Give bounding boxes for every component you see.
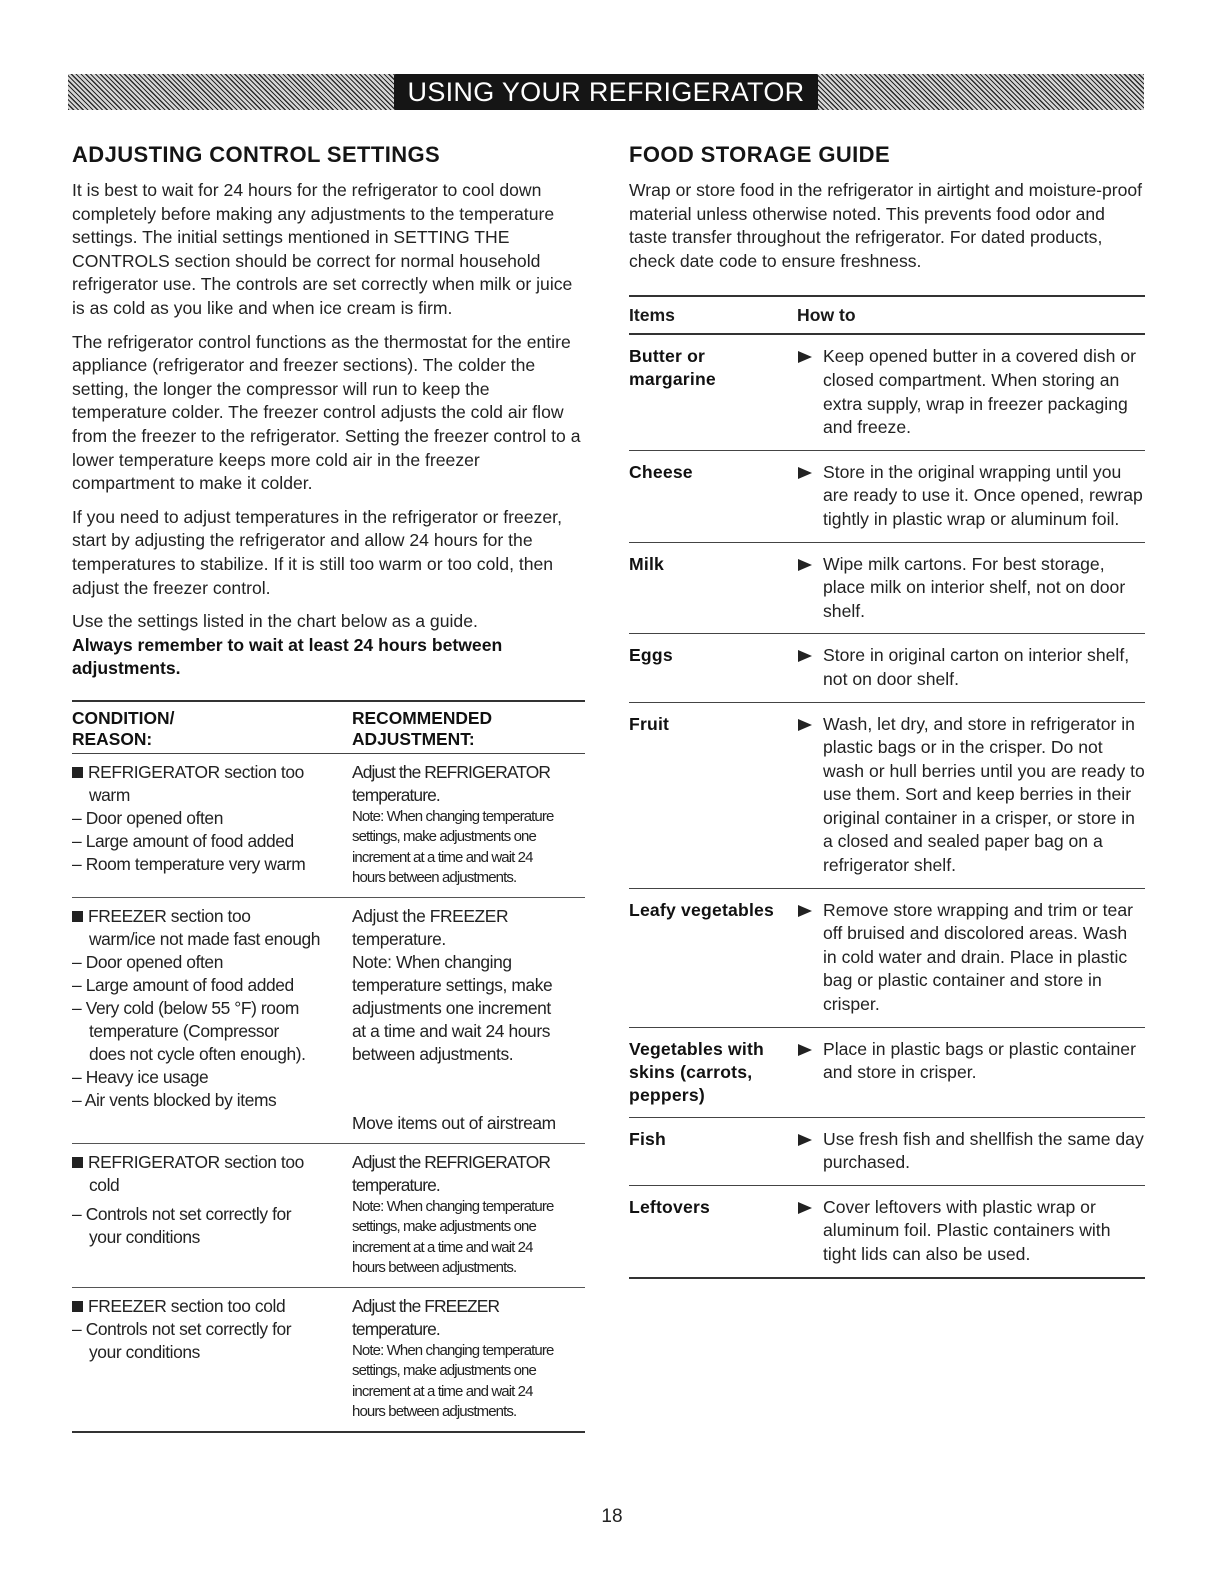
food-item-name: Eggs xyxy=(629,645,673,666)
reason-line: – Very cold (below 55 °F) room xyxy=(72,997,299,1018)
arrow-bullet-icon xyxy=(797,553,823,624)
adjustment-line: Move items out of airstream xyxy=(352,1112,556,1133)
header-adjustment: ADJUSTMENT: xyxy=(352,728,475,749)
note-line: Note: When changing temperature xyxy=(352,1197,554,1215)
page-number: 18 xyxy=(601,1506,623,1527)
food-item-name: Leafy vegetables xyxy=(629,899,774,920)
condition-title: REFRIGERATOR section too xyxy=(72,761,346,784)
note-line: Note: When changing temperature xyxy=(352,1341,554,1359)
adjustment-line: Note: When changing xyxy=(352,951,512,972)
adjusting-controls-heading: ADJUSTING CONTROL SETTINGS xyxy=(72,142,441,167)
paragraph-4: Use the settings listed in the chart below as a guide. xyxy=(72,611,478,632)
paragraph-2: The refrigerator control functions as the thermostat for the entire appliance (refrigerator and freezer sections). The colder the setting, the longer the compressor will run to keep the temperature colder. The freezer control adjusts the cold air flow from the freezer to the refrigerator. Setting the freezer control to a lower temperature keeps more cold air in the freezer compartment to make it colder. xyxy=(72,331,581,494)
note-line: settings, make adjustments one xyxy=(352,828,536,846)
condition-title: FREEZER section too cold xyxy=(72,1295,346,1318)
reason-line: – Heavy ice usage xyxy=(72,1066,209,1087)
adjustment-line: adjustments one increment xyxy=(352,997,551,1018)
table-row xyxy=(72,898,585,1144)
reason-line: – Room temperature very warm xyxy=(72,853,306,874)
reason-line: – Door opened often xyxy=(72,807,223,828)
food-instruction: Store in original carton on interior shelf, not on door shelf. xyxy=(823,645,1130,689)
arrow-bullet-icon xyxy=(797,713,823,878)
reason-line: does not cycle often enough). xyxy=(89,1043,306,1064)
note-line: increment at a time and wait 24 xyxy=(352,1382,533,1400)
header-items: Items xyxy=(629,305,675,326)
adjustment-line: temperature settings, make xyxy=(352,974,553,995)
reason-line: temperature (Compressor xyxy=(89,1020,279,1041)
condition-title: REFRIGERATOR section too xyxy=(72,1151,346,1174)
food-storage-table xyxy=(629,295,1145,1278)
adjustment-line: temperature. xyxy=(352,784,440,805)
table-row xyxy=(72,1144,585,1288)
table-row xyxy=(629,1118,1145,1186)
reminder-note: Always remember to wait at least 24 hours between adjustments. xyxy=(72,634,503,679)
food-instruction: Wipe milk cartons. For best storage, place milk on interior shelf, not on door shelf. xyxy=(823,553,1126,621)
adjustment-line: Adjust the FREEZER xyxy=(352,1295,500,1316)
note-line: Note: When changing temperature xyxy=(352,807,554,825)
header-how-to: How to xyxy=(797,305,856,326)
food-item-name: Cheese xyxy=(629,461,693,482)
food-instruction: Remove store wrapping and trim or tear off bruised and discolored areas. Wash in cold water and drain. Place in plastic bag or plastic container and store in crisper. xyxy=(823,899,1133,1015)
page-title: USING YOUR REFRIGERATOR xyxy=(407,76,805,107)
reason-line: – Large amount of food added xyxy=(72,830,294,851)
food-item-name: Fish xyxy=(629,1128,666,1149)
note-line: hours between adjustments. xyxy=(352,869,517,887)
note-line: settings, make adjustments one xyxy=(352,1362,536,1380)
adjustment-line: Adjust the REFRIGERATOR xyxy=(352,761,551,782)
food-instruction: Keep opened butter in a covered dish or closed compartment. When storing an extra supply, wrap in freezer packaging and freeze. xyxy=(823,346,1136,438)
table-row xyxy=(629,889,1145,1028)
note-line: hours between adjustments. xyxy=(352,1259,517,1277)
table-row xyxy=(629,634,1145,702)
reason-line: – Large amount of food added xyxy=(72,974,294,995)
food-instruction: Wash, let dry, and store in refrigerator in plastic bags or in the crisper. Do not wash or hull berries until you are ready to use them. Sort and keep berries in their original container in a crisper, or store in a closed and sealed paper bag on a refrigerator shelf. xyxy=(823,713,1145,876)
food-instruction: Place in plastic bags or plastic container and store in crisper. xyxy=(823,1038,1136,1083)
food-instruction: Store in the original wrapping until you are ready to use it. Once opened, rewrap tightly in plastic wrap or aluminum foil. xyxy=(823,461,1143,529)
condition-table-header xyxy=(72,702,585,754)
table-row xyxy=(72,754,585,898)
note-line: hours between adjustments. xyxy=(352,1403,517,1421)
adjustment-line: temperature. xyxy=(352,1318,440,1339)
header-recommended: RECOMMENDED xyxy=(352,707,493,728)
paragraph-1: It is best to wait for 24 hours for the refrigerator to cool down completely before making any adjustments to the temperature settings. The initial settings mentioned in SETTING THE CONTROLS section should be correct for normal household refrigerator use. The controls are set correctly when milk or juice is as cold as you like and when ice cream is firm. xyxy=(72,180,573,318)
adjustment-line: Adjust the FREEZER xyxy=(352,905,509,926)
table-row xyxy=(629,703,1145,889)
condition-line: warm xyxy=(89,784,130,805)
table-row xyxy=(629,1028,1145,1118)
adjusting-controls-column xyxy=(72,142,586,1433)
table-row xyxy=(629,451,1145,543)
reason-line: your conditions xyxy=(89,1341,200,1362)
adjustment-line: temperature. xyxy=(352,928,446,949)
header-reason: REASON: xyxy=(72,728,153,749)
food-item-name: Milk xyxy=(629,553,665,574)
food-table-header xyxy=(629,297,1145,335)
arrow-bullet-icon xyxy=(797,644,823,691)
table-row xyxy=(629,1186,1145,1277)
note-line: settings, make adjustments one xyxy=(352,1218,536,1236)
note-line: increment at a time and wait 24 xyxy=(352,848,533,866)
condition-line: cold xyxy=(89,1174,120,1195)
food-storage-heading: FOOD STORAGE GUIDE xyxy=(629,142,891,167)
condition-title: FREEZER section too xyxy=(72,905,346,928)
note-line: increment at a time and wait 24 xyxy=(352,1238,533,1256)
food-storage-intro: Wrap or store food in the refrigerator in airtight and moisture-proof material unless otherwise noted. This prevents food odor and taste transfer throughout the refrigerator. For dated products, check date code to ensure freshness. xyxy=(629,180,1143,271)
arrow-bullet-icon xyxy=(797,1128,823,1175)
condition-table xyxy=(72,700,585,1433)
food-item-name: Fruit xyxy=(629,713,670,734)
header-condition: CONDITION/ xyxy=(72,707,175,728)
table-row xyxy=(72,1288,585,1431)
reason-line: – Door opened often xyxy=(72,951,223,972)
reason-line: – Controls not set correctly for xyxy=(72,1203,292,1224)
food-item-name: Vegetables with skins (carrots, peppers) xyxy=(629,1038,764,1105)
arrow-bullet-icon xyxy=(797,899,823,1017)
adjustment-line: temperature. xyxy=(352,1174,440,1195)
food-item-name: Leftovers xyxy=(629,1196,710,1217)
arrow-bullet-icon xyxy=(797,1196,823,1267)
section-banner xyxy=(68,74,1144,110)
table-row xyxy=(629,543,1145,635)
table-row xyxy=(629,335,1145,450)
adjustment-line: Adjust the REFRIGERATOR xyxy=(352,1151,551,1172)
food-storage-column xyxy=(629,142,1145,1279)
reason-line: – Air vents blocked by items xyxy=(72,1089,277,1110)
food-item-name: Butter or margarine xyxy=(629,346,716,390)
reason-line: your conditions xyxy=(89,1226,200,1247)
adjustment-line: at a time and wait 24 hours xyxy=(352,1020,551,1041)
adjustment-line: between adjustments. xyxy=(352,1043,514,1064)
banner-label xyxy=(394,74,819,110)
food-instruction: Use fresh fish and shellfish the same day purchased. xyxy=(823,1128,1144,1173)
arrow-bullet-icon xyxy=(797,345,823,439)
reason-line: – Controls not set correctly for xyxy=(72,1318,292,1339)
food-instruction: Cover leftovers with plastic wrap or aluminum foil. Plastic containers with tight lids can also be used. xyxy=(823,1196,1111,1264)
condition-line: warm/ice not made fast enough xyxy=(89,928,321,949)
arrow-bullet-icon xyxy=(797,461,823,532)
paragraph-3: If you need to adjust temperatures in the refrigerator or freezer, start by adjusting the refrigerator and allow 24 hours for the temperatures to stabilize. If it is still too warm or too cold, then adjust the freezer control. xyxy=(72,506,562,598)
arrow-bullet-icon xyxy=(797,1038,823,1107)
